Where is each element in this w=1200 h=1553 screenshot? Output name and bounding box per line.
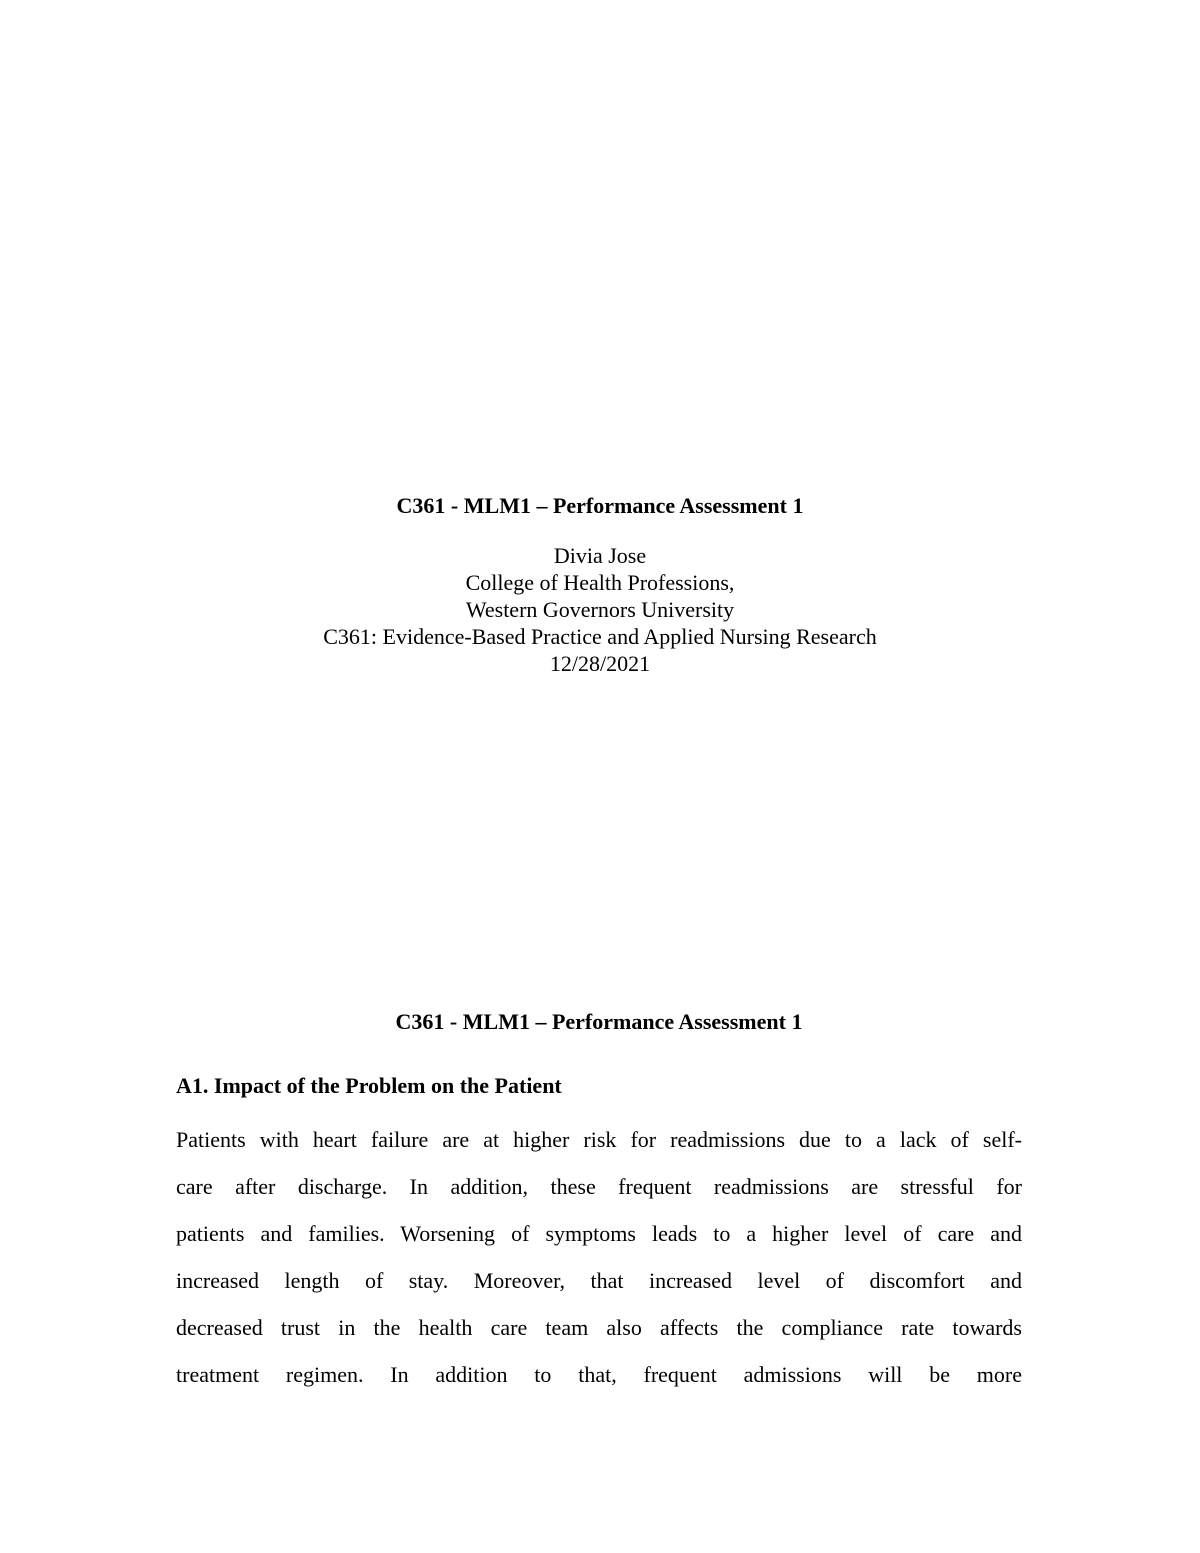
- submission-date: 12/28/2021: [549, 651, 651, 676]
- course-name: C361: Evidence-Based Practice and Applied Nursing Research: [323, 624, 877, 649]
- paragraph-line-4: increased length of stay. Moreover, that increased level of discomfort and: [176, 1268, 1022, 1293]
- cover-title-block: [0, 490, 1200, 677]
- paragraph-line-6: treatment regimen. In addition to that, frequent admissions will be more: [176, 1362, 1022, 1387]
- author-name: Divia Jose: [553, 543, 647, 568]
- paragraph-line-3: patients and families. Worsening of symptoms leads to a higher level of care and: [176, 1221, 1022, 1246]
- college-name: College of Health Professions,: [465, 570, 735, 595]
- section-title: C361 - MLM1 – Performance Assessment 1: [395, 1009, 803, 1034]
- paragraph-line-2: care after discharge. In addition, these frequent readmissions are stressful for: [176, 1174, 1022, 1199]
- paragraph-line-1: Patients with heart failure are at higher risk for readmissions due to a lack of self-: [176, 1127, 1022, 1152]
- cover-title: C361 - MLM1 – Performance Assessment 1: [396, 493, 804, 518]
- paragraph-line-5: decreased trust in the health care team also affects the compliance rate towards: [176, 1315, 1022, 1340]
- university-name: Western Governors University: [465, 597, 735, 622]
- section-heading-a1: A1. Impact of the Problem on the Patient: [176, 1073, 562, 1098]
- assessment-section: [176, 1006, 1022, 1398]
